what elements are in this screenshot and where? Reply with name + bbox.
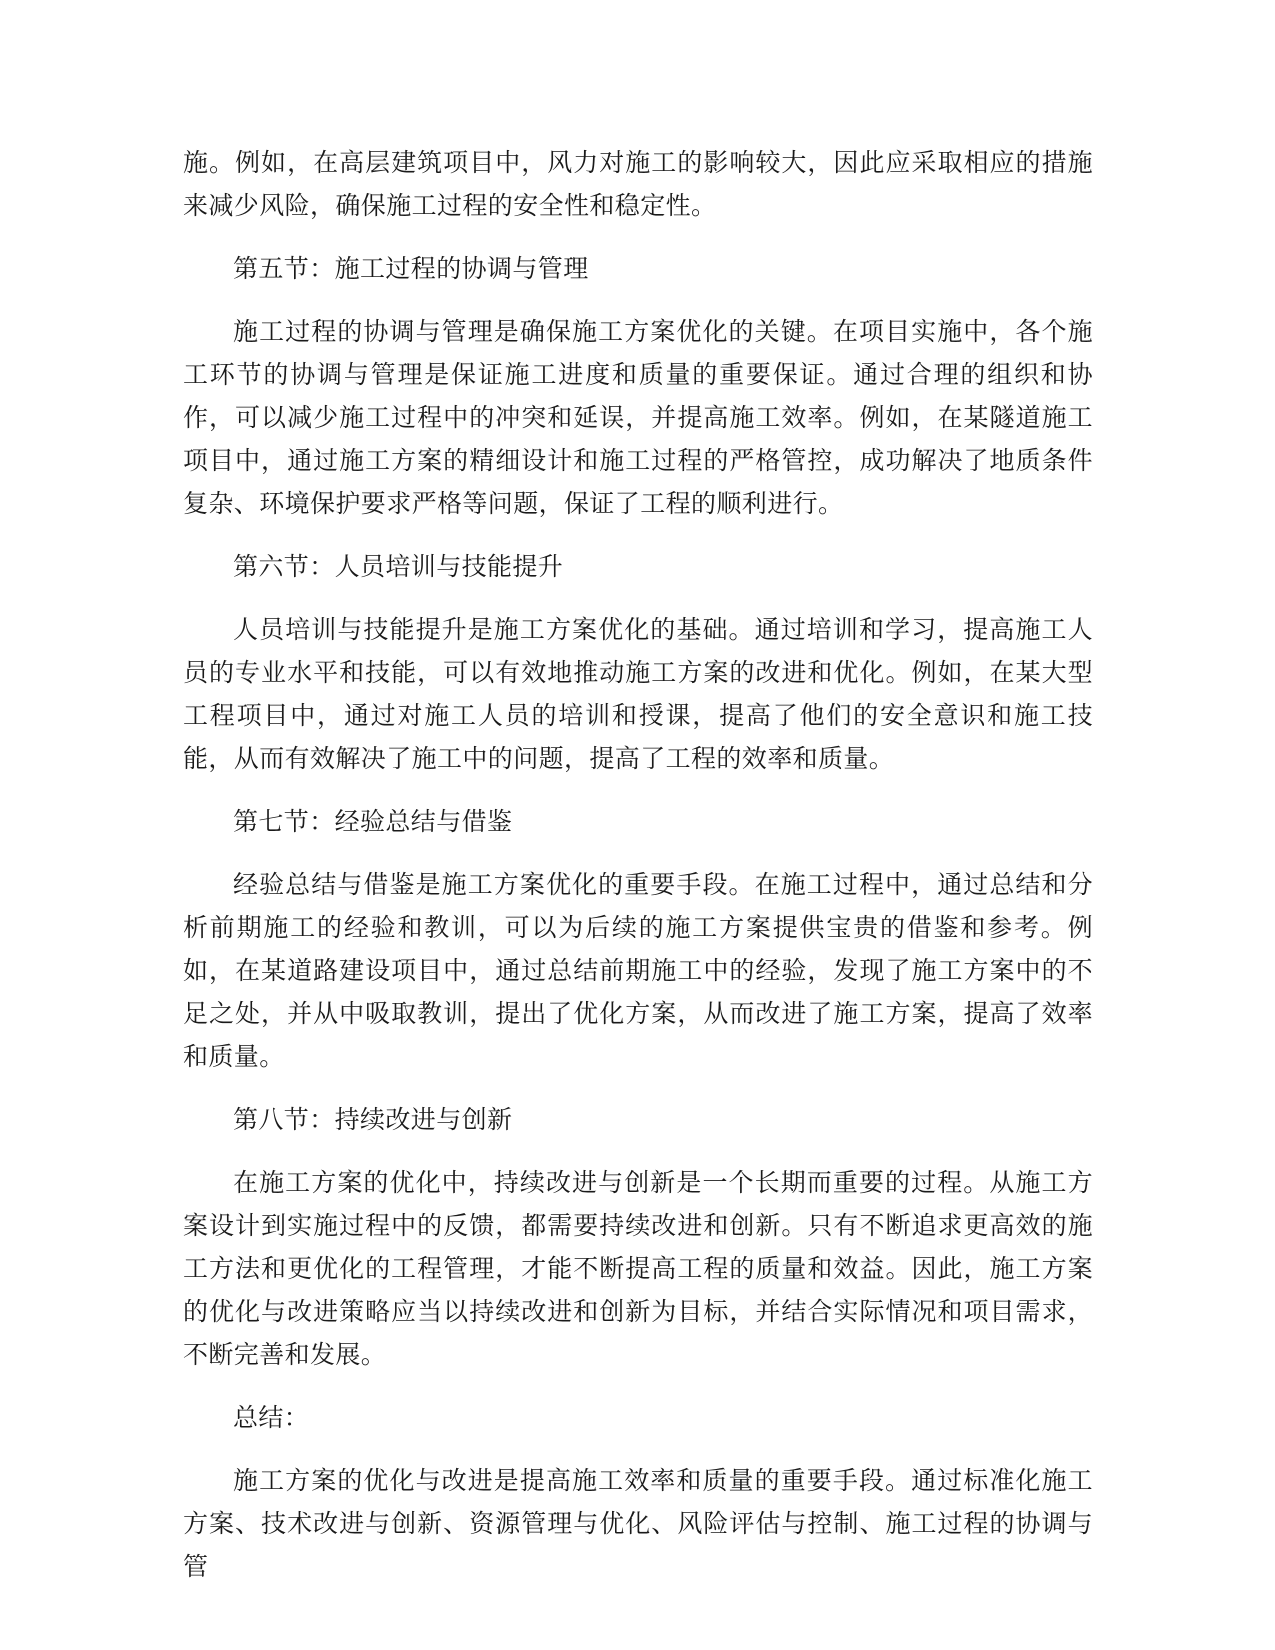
section-heading-6: 第六节：人员培训与技能提升 <box>233 552 564 581</box>
paragraph-section-7: 经验总结与借鉴是施工方案优化的重要手段。在施工过程中，通过总结和分析前期施工的经验和教训，可以为后续的施工方案提供宝贵的借鉴和参考。例如，在某道路建设项目中，通过总结前期施工中的经验，发现了施工方案中的不足之处，并从中吸取教训，提出了优化方案，从而改进了施工方案，提高了效率和质量。 <box>183 870 1093 1071</box>
paragraph-section-5: 施工过程的协调与管理是确保施工方案优化的关键。在项目实施中，各个施工环节的协调与管理是保证施工进度和质量的重要保证。通过合理的组织和协作，可以减少施工过程中的冲突和延误，并提高施工效率。例如，在某隧道施工项目中，通过施工方案的精细设计和施工过程的严格管控，成功解决了地质条件复杂、环境保护要求严格等问题，保证了工程的顺利进行。 <box>183 317 1093 518</box>
section-heading-5: 第五节：施工过程的协调与管理 <box>233 254 589 283</box>
paragraph-section-6: 人员培训与技能提升是施工方案优化的基础。通过培训和学习，提高施工人员的专业水平和技能，可以有效地推动施工方案的改进和优化。例如，在某大型工程项目中，通过对施工人员的培训和授课，提高了他们的安全意识和施工技能，从而有效解决了施工中的问题，提高了工程的效率和质量。 <box>183 615 1093 773</box>
summary-heading: 总结： <box>233 1403 310 1432</box>
paragraph-section-8: 在施工方案的优化中，持续改进与创新是一个长期而重要的过程。从施工方案设计到实施过程中的反馈，都需要持续改进和创新。只有不断追求更高效的施工方法和更优化的工程管理，才能不断提高工程的质量和效益。因此，施工方案的优化与改进策略应当以持续改进和创新为目标，并结合实际情况和项目需求，不断完善和发展。 <box>183 1168 1093 1369</box>
section-heading-7: 第七节：经验总结与借鉴 <box>233 807 513 836</box>
section-heading-8: 第八节：持续改进与创新 <box>233 1105 513 1134</box>
paragraph-continuation: 施。例如，在高层建筑项目中，风力对施工的影响较大，因此应采取相应的措施来减少风险，确保施工过程的安全性和稳定性。 <box>183 148 1093 220</box>
document-page <box>183 141 1093 1608</box>
paragraph-summary: 施工方案的优化与改进是提高施工效率和质量的重要手段。通过标准化施工方案、技术改进与创新、资源管理与优化、风险评估与控制、施工过程的协调与管 <box>183 1466 1093 1581</box>
